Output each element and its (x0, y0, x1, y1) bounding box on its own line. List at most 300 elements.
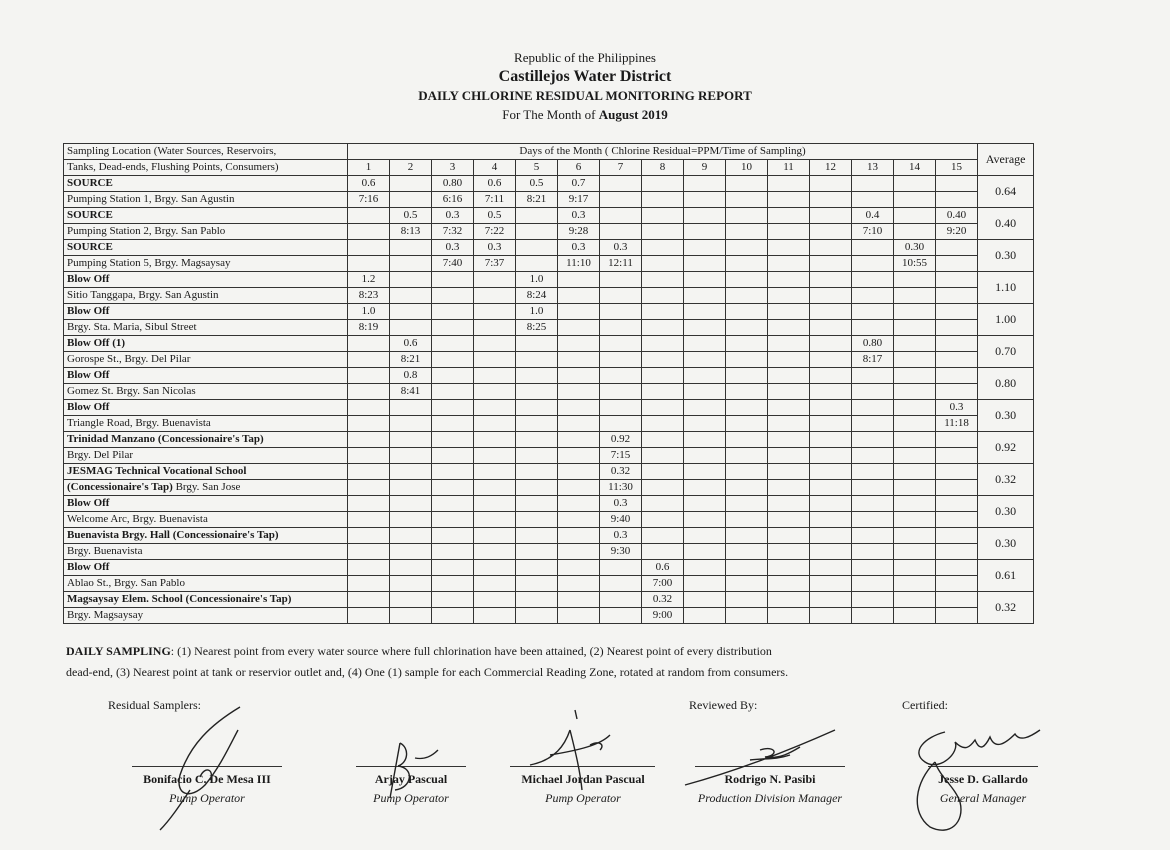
ppm-cell (390, 272, 432, 288)
ppm-cell (768, 240, 810, 256)
time-cell (348, 512, 390, 528)
time-cell (390, 608, 432, 624)
handwritten-signature-4 (680, 725, 840, 795)
average-cell: 0.64 (978, 176, 1034, 208)
time-cell (516, 384, 558, 400)
daily-sampling-notes (66, 641, 1066, 683)
district-name: Castillejos Water District (498, 68, 672, 85)
ppm-cell (558, 432, 600, 448)
ppm-cell (684, 592, 726, 608)
ppm-cell (558, 272, 600, 288)
average-cell: 0.40 (978, 208, 1034, 240)
ppm-cell (474, 304, 516, 320)
ppm-cell (684, 176, 726, 192)
time-cell (558, 576, 600, 592)
time-cell (558, 544, 600, 560)
report-title: DAILY CHLORINE RESIDUAL MONITORING REPORT (418, 88, 752, 103)
ppm-cell: 0.40 (936, 208, 978, 224)
average-header: Average (978, 144, 1034, 176)
time-cell (810, 480, 852, 496)
time-cell: 7:37 (474, 256, 516, 272)
days-header: Days of the Month ( Chlorine Residual=PPM/Time of Sampling) (348, 144, 978, 160)
time-cell: 7:10 (852, 224, 894, 240)
ppm-cell (726, 368, 768, 384)
time-cell (894, 192, 936, 208)
time-cell (726, 608, 768, 624)
time-cell (600, 608, 642, 624)
signatory-name-5: Jesse D. Gallardo (938, 772, 1028, 786)
time-cell (684, 256, 726, 272)
time-cell (474, 480, 516, 496)
location-name: Gorospe St., Brgy. Del Pilar (64, 352, 348, 368)
ppm-cell (474, 496, 516, 512)
time-cell (684, 288, 726, 304)
ppm-cell: 0.7 (558, 176, 600, 192)
location-type: Blow Off (64, 400, 348, 416)
time-cell (600, 224, 642, 240)
time-cell (600, 416, 642, 432)
location-name: (Concessionaire's Tap) Brgy. San Jose (64, 480, 348, 496)
time-cell (474, 512, 516, 528)
time-cell (474, 544, 516, 560)
ppm-cell (348, 240, 390, 256)
time-cell (810, 512, 852, 528)
signatory-title-2: Pump Operator (373, 791, 449, 805)
time-cell (390, 256, 432, 272)
ppm-cell: 0.80 (432, 176, 474, 192)
ppm-cell (726, 496, 768, 512)
time-cell (684, 448, 726, 464)
ppm-cell (516, 496, 558, 512)
day-header: 4 (474, 160, 516, 176)
time-cell (432, 512, 474, 528)
ppm-cell (852, 464, 894, 480)
time-cell (810, 192, 852, 208)
ppm-cell (684, 464, 726, 480)
ppm-cell (600, 560, 642, 576)
average-cell: 0.80 (978, 368, 1034, 400)
ppm-cell (348, 592, 390, 608)
time-cell (852, 192, 894, 208)
ppm-cell (684, 208, 726, 224)
time-cell (600, 576, 642, 592)
time-cell (516, 544, 558, 560)
signatory-title-5: General Manager (939, 791, 1027, 805)
time-cell (684, 192, 726, 208)
header-row (64, 160, 1034, 176)
time-cell: 10:55 (894, 256, 936, 272)
ppm-cell (432, 560, 474, 576)
time-cell (768, 256, 810, 272)
location-name: Brgy. Del Pilar (64, 448, 348, 464)
ppm-cell: 0.3 (558, 208, 600, 224)
table-row (64, 464, 1034, 480)
location-type: SOURCE (64, 240, 348, 256)
ppm-cell (936, 240, 978, 256)
ppm-cell (852, 304, 894, 320)
time-cell (810, 608, 852, 624)
ppm-cell (390, 176, 432, 192)
time-cell (390, 448, 432, 464)
ppm-cell (684, 240, 726, 256)
time-cell: 9:40 (600, 512, 642, 528)
time-cell (348, 448, 390, 464)
ppm-cell (348, 432, 390, 448)
ppm-cell (726, 432, 768, 448)
time-cell (600, 192, 642, 208)
ppm-cell: 1.0 (516, 272, 558, 288)
table-row (64, 384, 1034, 400)
day-header: 1 (348, 160, 390, 176)
time-cell (852, 288, 894, 304)
time-cell (348, 480, 390, 496)
time-cell (558, 288, 600, 304)
day-header: 7 (600, 160, 642, 176)
time-cell (684, 576, 726, 592)
ppm-cell (936, 176, 978, 192)
location-type: Magsaysay Elem. School (Concessionaire's Tap) (64, 592, 348, 608)
time-cell (474, 608, 516, 624)
time-cell (726, 576, 768, 592)
ppm-cell: 0.6 (348, 176, 390, 192)
ppm-cell: 0.3 (600, 496, 642, 512)
ppm-cell (810, 560, 852, 576)
day-header: 12 (810, 160, 852, 176)
time-cell (474, 288, 516, 304)
republic-line: Republic of the Philippines (514, 50, 656, 65)
ppm-cell (558, 592, 600, 608)
time-cell (894, 544, 936, 560)
time-cell: 11:10 (558, 256, 600, 272)
ppm-cell (768, 432, 810, 448)
ppm-cell (432, 400, 474, 416)
ppm-cell: 0.3 (558, 240, 600, 256)
ppm-cell (684, 528, 726, 544)
average-cell: 0.30 (978, 400, 1034, 432)
day-header: 14 (894, 160, 936, 176)
table-row (64, 208, 1034, 224)
notes-label: DAILY SAMPLING (66, 644, 171, 658)
location-type: Trinidad Manzano (Concessionaire's Tap) (64, 432, 348, 448)
time-cell (348, 224, 390, 240)
ppm-cell: 1.0 (516, 304, 558, 320)
average-cell: 0.30 (978, 528, 1034, 560)
ppm-cell (810, 304, 852, 320)
time-cell (474, 448, 516, 464)
ppm-cell (600, 272, 642, 288)
ppm-cell: 0.3 (474, 240, 516, 256)
time-cell (726, 416, 768, 432)
ppm-cell (852, 176, 894, 192)
ppm-cell (642, 240, 684, 256)
time-cell (600, 384, 642, 400)
location-type: SOURCE (64, 208, 348, 224)
ppm-cell (936, 528, 978, 544)
time-cell: 7:22 (474, 224, 516, 240)
location-type: SOURCE (64, 176, 348, 192)
location-name: Gomez St. Brgy. San Nicolas (64, 384, 348, 400)
ppm-cell (516, 560, 558, 576)
time-cell (684, 224, 726, 240)
ppm-cell (810, 528, 852, 544)
time-cell (810, 320, 852, 336)
time-cell (936, 544, 978, 560)
table-row (64, 240, 1034, 256)
table-row (64, 480, 1034, 496)
time-cell (936, 480, 978, 496)
ppm-cell (432, 368, 474, 384)
ppm-cell (726, 304, 768, 320)
ppm-cell (936, 336, 978, 352)
ppm-cell (348, 336, 390, 352)
ppm-cell: 0.30 (894, 240, 936, 256)
ppm-cell: 0.3 (600, 240, 642, 256)
ppm-cell (348, 400, 390, 416)
ppm-cell (348, 528, 390, 544)
header-row (64, 144, 1034, 160)
ppm-cell (516, 464, 558, 480)
ppm-cell (474, 592, 516, 608)
time-cell (474, 416, 516, 432)
ppm-cell (768, 304, 810, 320)
time-cell (684, 608, 726, 624)
ppm-cell (390, 560, 432, 576)
ppm-cell (768, 560, 810, 576)
time-cell (642, 512, 684, 528)
time-cell (516, 224, 558, 240)
ppm-cell (516, 400, 558, 416)
time-cell (894, 416, 936, 432)
time-cell (726, 320, 768, 336)
ppm-cell (852, 592, 894, 608)
time-cell (768, 352, 810, 368)
day-header: 11 (768, 160, 810, 176)
ppm-cell (768, 336, 810, 352)
ppm-cell (684, 560, 726, 576)
location-name: Sitio Tanggapa, Brgy. San Agustin (64, 288, 348, 304)
time-cell (726, 480, 768, 496)
residual-samplers-label: Residual Samplers: (108, 698, 201, 712)
time-cell (516, 512, 558, 528)
ppm-cell (852, 272, 894, 288)
time-cell (432, 480, 474, 496)
ppm-cell (684, 368, 726, 384)
ppm-cell (474, 528, 516, 544)
time-cell (936, 448, 978, 464)
ppm-cell: 0.5 (390, 208, 432, 224)
ppm-cell (894, 272, 936, 288)
time-cell: 8:23 (348, 288, 390, 304)
time-cell (642, 288, 684, 304)
time-cell (768, 512, 810, 528)
time-cell (432, 416, 474, 432)
average-cell: 1.10 (978, 272, 1034, 304)
time-cell (516, 608, 558, 624)
time-cell (642, 448, 684, 464)
ppm-cell: 1.2 (348, 272, 390, 288)
ppm-cell (558, 304, 600, 320)
day-header: 15 (936, 160, 978, 176)
ppm-cell: 0.6 (390, 336, 432, 352)
time-cell (642, 352, 684, 368)
time-cell (600, 320, 642, 336)
ppm-cell (432, 272, 474, 288)
time-cell (558, 320, 600, 336)
ppm-cell: 0.92 (600, 432, 642, 448)
day-header: 6 (558, 160, 600, 176)
location-name: Pumping Station 5, Brgy. Magsaysay (64, 256, 348, 272)
average-cell: 0.92 (978, 432, 1034, 464)
table-row (64, 560, 1034, 576)
day-header: 5 (516, 160, 558, 176)
time-cell: 9:20 (936, 224, 978, 240)
ppm-cell (894, 560, 936, 576)
signatory-title-1: Pump Operator (169, 791, 245, 805)
ppm-cell (726, 560, 768, 576)
time-cell (894, 448, 936, 464)
time-cell (516, 576, 558, 592)
time-cell (894, 384, 936, 400)
report-period: For The Month of August 2019 (502, 107, 668, 122)
handwritten-signature-1 (150, 705, 250, 835)
time-cell (726, 256, 768, 272)
ppm-cell (474, 560, 516, 576)
ppm-cell (642, 208, 684, 224)
ppm-cell (474, 368, 516, 384)
average-cell: 0.61 (978, 560, 1034, 592)
table-row (64, 544, 1034, 560)
time-cell (936, 256, 978, 272)
time-cell (852, 544, 894, 560)
time-cell (474, 384, 516, 400)
table-row (64, 432, 1034, 448)
ppm-cell (852, 400, 894, 416)
time-cell (642, 320, 684, 336)
ppm-cell: 0.32 (600, 464, 642, 480)
time-cell (390, 416, 432, 432)
ppm-cell (642, 304, 684, 320)
ppm-cell (852, 368, 894, 384)
location-header-1: Sampling Location (Water Sources, Reservoirs, (64, 144, 348, 160)
table-row (64, 416, 1034, 432)
ppm-cell (390, 592, 432, 608)
time-cell (558, 352, 600, 368)
ppm-cell (768, 400, 810, 416)
table-row (64, 528, 1034, 544)
table-row (64, 448, 1034, 464)
ppm-cell (852, 528, 894, 544)
ppm-cell (768, 208, 810, 224)
time-cell (432, 576, 474, 592)
time-cell: 8:25 (516, 320, 558, 336)
time-cell (894, 224, 936, 240)
ppm-cell (684, 304, 726, 320)
time-cell (852, 448, 894, 464)
ppm-cell (852, 432, 894, 448)
time-cell (894, 480, 936, 496)
ppm-cell (642, 336, 684, 352)
signatory-name-3: Michael Jordan Pascual (521, 772, 645, 786)
time-cell: 7:00 (642, 576, 684, 592)
signatory-title-4: Production Division Manager (697, 791, 843, 805)
ppm-cell (558, 560, 600, 576)
time-cell (348, 608, 390, 624)
table-row (64, 304, 1034, 320)
time-cell (726, 448, 768, 464)
ppm-cell (642, 368, 684, 384)
ppm-cell: 0.6 (642, 560, 684, 576)
time-cell (390, 576, 432, 592)
ppm-cell (684, 400, 726, 416)
time-cell (684, 320, 726, 336)
ppm-cell: 0.3 (600, 528, 642, 544)
time-cell (348, 544, 390, 560)
time-cell (894, 608, 936, 624)
time-cell (432, 384, 474, 400)
ppm-cell (810, 432, 852, 448)
ppm-cell (432, 496, 474, 512)
time-cell (558, 512, 600, 528)
ppm-cell (894, 304, 936, 320)
ppm-cell (726, 528, 768, 544)
table-row (64, 256, 1034, 272)
location-type: Blow Off (64, 304, 348, 320)
certified-label: Certified: (902, 698, 948, 712)
location-name: Pumping Station 1, Brgy. San Agustin (64, 192, 348, 208)
ppm-cell (516, 592, 558, 608)
time-cell (768, 608, 810, 624)
ppm-cell (936, 592, 978, 608)
time-cell (936, 192, 978, 208)
time-cell (768, 192, 810, 208)
time-cell (768, 416, 810, 432)
time-cell (432, 320, 474, 336)
ppm-cell: 0.6 (474, 176, 516, 192)
time-cell (348, 256, 390, 272)
time-cell (852, 576, 894, 592)
time-cell (936, 352, 978, 368)
handwritten-signature-2 (370, 738, 450, 808)
location-name: Brgy. Sta. Maria, Sibul Street (64, 320, 348, 336)
ppm-cell (432, 592, 474, 608)
ppm-cell (852, 496, 894, 512)
table-row (64, 176, 1034, 192)
table-row (64, 368, 1034, 384)
ppm-cell: 0.4 (852, 208, 894, 224)
ppm-cell (726, 400, 768, 416)
average-cell: 0.32 (978, 464, 1034, 496)
time-cell (726, 224, 768, 240)
time-cell: 7:11 (474, 192, 516, 208)
ppm-cell (894, 496, 936, 512)
time-cell (684, 480, 726, 496)
location-type: Blow Off (64, 496, 348, 512)
time-cell (348, 576, 390, 592)
report-month: August 2019 (598, 107, 668, 122)
table-row (64, 288, 1034, 304)
time-cell (768, 288, 810, 304)
ppm-cell (726, 592, 768, 608)
ppm-cell (852, 560, 894, 576)
ppm-cell (642, 464, 684, 480)
time-cell (474, 576, 516, 592)
ppm-cell (600, 176, 642, 192)
time-cell (852, 608, 894, 624)
time-cell (642, 544, 684, 560)
ppm-cell (894, 336, 936, 352)
time-cell (768, 480, 810, 496)
location-type: Blow Off (64, 272, 348, 288)
